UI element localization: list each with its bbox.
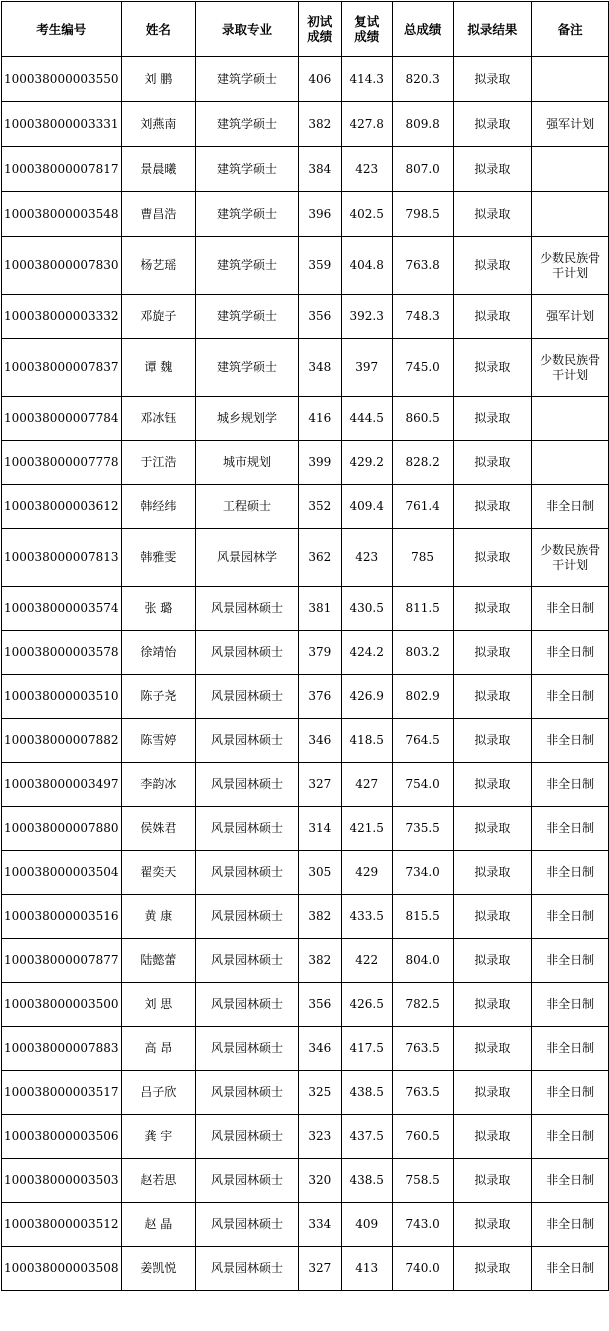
cell-retest-score: 429.2 <box>341 441 392 485</box>
cell-total: 828.2 <box>392 441 453 485</box>
cell-total: 761.4 <box>392 485 453 529</box>
cell-retest-score: 423 <box>341 147 392 192</box>
cell-result: 拟录取 <box>453 851 532 895</box>
cell-id: 100038000007784 <box>2 397 122 441</box>
cell-retest-score: 397 <box>341 339 392 397</box>
cell-id: 100038000003331 <box>2 102 122 147</box>
cell-major: 风景园林硕士 <box>196 807 299 851</box>
cell-note: 少数民族骨干计划 <box>532 529 609 587</box>
cell-major: 城乡规划学 <box>196 397 299 441</box>
header-result: 拟录结果 <box>453 2 532 57</box>
cell-note: 非全日制 <box>532 763 609 807</box>
cell-major: 风景园林硕士 <box>196 983 299 1027</box>
cell-name: 赵若思 <box>121 1159 196 1203</box>
cell-major: 建筑学硕士 <box>196 57 299 102</box>
cell-note: 非全日制 <box>532 1247 609 1291</box>
cell-major: 风景园林硕士 <box>196 1203 299 1247</box>
header-retest-line2: 成绩 <box>354 29 380 44</box>
cell-initial-score: 382 <box>298 939 341 983</box>
cell-note <box>532 397 609 441</box>
cell-result: 拟录取 <box>453 192 532 237</box>
cell-note: 少数民族骨干计划 <box>532 339 609 397</box>
cell-name: 景晨曦 <box>121 147 196 192</box>
cell-retest-score: 414.3 <box>341 57 392 102</box>
cell-result: 拟录取 <box>453 719 532 763</box>
cell-retest-score: 424.2 <box>341 631 392 675</box>
cell-name: 陆懿蕾 <box>121 939 196 983</box>
cell-major: 风景园林硕士 <box>196 939 299 983</box>
cell-name: 谭 魏 <box>121 339 196 397</box>
cell-note <box>532 147 609 192</box>
cell-total: 860.5 <box>392 397 453 441</box>
cell-result: 拟录取 <box>453 147 532 192</box>
cell-retest-score: 430.5 <box>341 587 392 631</box>
cell-name: 陈雪婷 <box>121 719 196 763</box>
cell-name: 李韵冰 <box>121 763 196 807</box>
cell-id: 100038000003506 <box>2 1115 122 1159</box>
cell-result: 拟录取 <box>453 939 532 983</box>
cell-total: 763.8 <box>392 237 453 295</box>
admission-results-table <box>1 1 609 1291</box>
cell-note <box>532 441 609 485</box>
cell-name: 陈子尧 <box>121 675 196 719</box>
cell-initial-score: 382 <box>298 895 341 939</box>
cell-id: 100038000007817 <box>2 147 122 192</box>
table-row <box>2 1203 609 1247</box>
cell-major: 风景园林硕士 <box>196 719 299 763</box>
cell-total: 764.5 <box>392 719 453 763</box>
table-row <box>2 895 609 939</box>
cell-id: 100038000003512 <box>2 1203 122 1247</box>
header-note: 备注 <box>532 2 609 57</box>
cell-retest-score: 437.5 <box>341 1115 392 1159</box>
cell-total: 809.8 <box>392 102 453 147</box>
cell-result: 拟录取 <box>453 587 532 631</box>
table-row <box>2 529 609 587</box>
cell-initial-score: 362 <box>298 529 341 587</box>
cell-major: 建筑学硕士 <box>196 192 299 237</box>
cell-major: 风景园林硕士 <box>196 1247 299 1291</box>
cell-name: 刘燕南 <box>121 102 196 147</box>
cell-retest-score: 444.5 <box>341 397 392 441</box>
table-row <box>2 192 609 237</box>
table-body <box>2 57 609 1291</box>
cell-name: 于江浩 <box>121 441 196 485</box>
cell-name: 姜凯悦 <box>121 1247 196 1291</box>
cell-result: 拟录取 <box>453 631 532 675</box>
cell-name: 曹昌浩 <box>121 192 196 237</box>
cell-id: 100038000007877 <box>2 939 122 983</box>
cell-retest-score: 429 <box>341 851 392 895</box>
cell-major: 建筑学硕士 <box>196 102 299 147</box>
cell-major: 风景园林硕士 <box>196 1115 299 1159</box>
cell-name: 龚 宇 <box>121 1115 196 1159</box>
cell-major: 风景园林硕士 <box>196 587 299 631</box>
header-initial-line2: 成绩 <box>307 29 333 44</box>
cell-initial-score: 381 <box>298 587 341 631</box>
cell-total: 743.0 <box>392 1203 453 1247</box>
cell-name: 张 璐 <box>121 587 196 631</box>
cell-total: 798.5 <box>392 192 453 237</box>
cell-initial-score: 320 <box>298 1159 341 1203</box>
cell-retest-score: 426.9 <box>341 675 392 719</box>
cell-initial-score: 348 <box>298 339 341 397</box>
cell-initial-score: 356 <box>298 295 341 339</box>
cell-note: 少数民族骨干计划 <box>532 237 609 295</box>
table-row <box>2 587 609 631</box>
table-row <box>2 57 609 102</box>
header-id: 考生编号 <box>2 2 122 57</box>
cell-initial-score: 327 <box>298 763 341 807</box>
cell-retest-score: 402.5 <box>341 192 392 237</box>
table-row <box>2 102 609 147</box>
cell-name: 刘 鹏 <box>121 57 196 102</box>
cell-initial-score: 406 <box>298 57 341 102</box>
cell-initial-score: 359 <box>298 237 341 295</box>
table-row <box>2 1159 609 1203</box>
header-initial-score <box>298 2 341 57</box>
cell-note: 非全日制 <box>532 939 609 983</box>
cell-note: 非全日制 <box>532 1027 609 1071</box>
cell-retest-score: 423 <box>341 529 392 587</box>
cell-note: 非全日制 <box>532 675 609 719</box>
cell-note: 非全日制 <box>532 485 609 529</box>
table-row <box>2 1247 609 1291</box>
cell-initial-score: 352 <box>298 485 341 529</box>
cell-major: 风景园林硕士 <box>196 675 299 719</box>
cell-name: 侯姝君 <box>121 807 196 851</box>
header-initial-line1: 初试 <box>307 14 333 29</box>
cell-total: 804.0 <box>392 939 453 983</box>
cell-retest-score: 417.5 <box>341 1027 392 1071</box>
header-retest-score <box>341 2 392 57</box>
cell-major: 风景园林硕士 <box>196 851 299 895</box>
cell-major: 建筑学硕士 <box>196 147 299 192</box>
cell-total: 748.3 <box>392 295 453 339</box>
cell-major: 城市规划 <box>196 441 299 485</box>
table-row <box>2 397 609 441</box>
header-name: 姓名 <box>121 2 196 57</box>
cell-retest-score: 413 <box>341 1247 392 1291</box>
cell-name: 徐靖怡 <box>121 631 196 675</box>
cell-name: 邓旋子 <box>121 295 196 339</box>
cell-note: 非全日制 <box>532 587 609 631</box>
cell-id: 100038000003550 <box>2 57 122 102</box>
cell-note: 非全日制 <box>532 895 609 939</box>
cell-name: 赵 晶 <box>121 1203 196 1247</box>
cell-id: 100038000007837 <box>2 339 122 397</box>
cell-result: 拟录取 <box>453 485 532 529</box>
table-row <box>2 1115 609 1159</box>
cell-total: 734.0 <box>392 851 453 895</box>
cell-result: 拟录取 <box>453 763 532 807</box>
cell-id: 100038000003517 <box>2 1071 122 1115</box>
cell-id: 100038000007778 <box>2 441 122 485</box>
cell-initial-score: 382 <box>298 102 341 147</box>
cell-initial-score: 384 <box>298 147 341 192</box>
cell-note: 非全日制 <box>532 631 609 675</box>
table-row <box>2 485 609 529</box>
cell-total: 820.3 <box>392 57 453 102</box>
cell-id: 100038000003497 <box>2 763 122 807</box>
cell-id: 100038000007880 <box>2 807 122 851</box>
cell-major: 风景园林硕士 <box>196 895 299 939</box>
cell-result: 拟录取 <box>453 983 532 1027</box>
cell-name: 黄 康 <box>121 895 196 939</box>
table-row <box>2 675 609 719</box>
cell-retest-score: 404.8 <box>341 237 392 295</box>
cell-retest-score: 427.8 <box>341 102 392 147</box>
header-retest-line1: 复试 <box>354 14 380 29</box>
table-row <box>2 295 609 339</box>
cell-initial-score: 334 <box>298 1203 341 1247</box>
table-row <box>2 939 609 983</box>
cell-total: 735.5 <box>392 807 453 851</box>
header-total: 总成绩 <box>392 2 453 57</box>
cell-note <box>532 192 609 237</box>
cell-id: 100038000003503 <box>2 1159 122 1203</box>
cell-id: 100038000003510 <box>2 675 122 719</box>
cell-total: 815.5 <box>392 895 453 939</box>
cell-initial-score: 325 <box>298 1071 341 1115</box>
cell-note <box>532 57 609 102</box>
cell-note: 非全日制 <box>532 719 609 763</box>
table-row <box>2 1071 609 1115</box>
cell-result: 拟录取 <box>453 1247 532 1291</box>
cell-id: 100038000007813 <box>2 529 122 587</box>
table-row <box>2 441 609 485</box>
cell-initial-score: 314 <box>298 807 341 851</box>
table-row <box>2 631 609 675</box>
table-row <box>2 983 609 1027</box>
cell-total: 745.0 <box>392 339 453 397</box>
cell-note: 非全日制 <box>532 807 609 851</box>
table-row <box>2 147 609 192</box>
cell-note: 强军计划 <box>532 295 609 339</box>
cell-name: 刘 思 <box>121 983 196 1027</box>
cell-major: 风景园林硕士 <box>196 1027 299 1071</box>
cell-name: 杨艺瑶 <box>121 237 196 295</box>
cell-total: 803.2 <box>392 631 453 675</box>
cell-total: 740.0 <box>392 1247 453 1291</box>
cell-retest-score: 392.3 <box>341 295 392 339</box>
table-row <box>2 719 609 763</box>
cell-retest-score: 438.5 <box>341 1071 392 1115</box>
cell-total: 758.5 <box>392 1159 453 1203</box>
cell-major: 风景园林硕士 <box>196 1071 299 1115</box>
cell-initial-score: 346 <box>298 1027 341 1071</box>
cell-major: 建筑学硕士 <box>196 295 299 339</box>
cell-id: 100038000003516 <box>2 895 122 939</box>
table-row <box>2 763 609 807</box>
cell-id: 100038000003574 <box>2 587 122 631</box>
cell-initial-score: 356 <box>298 983 341 1027</box>
cell-total: 763.5 <box>392 1071 453 1115</box>
cell-note: 非全日制 <box>532 1115 609 1159</box>
cell-retest-score: 426.5 <box>341 983 392 1027</box>
cell-retest-score: 409.4 <box>341 485 392 529</box>
cell-result: 拟录取 <box>453 807 532 851</box>
cell-result: 拟录取 <box>453 441 532 485</box>
cell-major: 建筑学硕士 <box>196 237 299 295</box>
cell-retest-score: 433.5 <box>341 895 392 939</box>
cell-name: 翟奕天 <box>121 851 196 895</box>
table-row <box>2 807 609 851</box>
cell-retest-score: 422 <box>341 939 392 983</box>
cell-result: 拟录取 <box>453 1159 532 1203</box>
cell-initial-score: 416 <box>298 397 341 441</box>
cell-note: 非全日制 <box>532 1071 609 1115</box>
cell-result: 拟录取 <box>453 675 532 719</box>
cell-name: 邓冰钰 <box>121 397 196 441</box>
cell-major: 工程硕士 <box>196 485 299 529</box>
cell-result: 拟录取 <box>453 397 532 441</box>
cell-initial-score: 399 <box>298 441 341 485</box>
cell-name: 高 昂 <box>121 1027 196 1071</box>
cell-id: 100038000003504 <box>2 851 122 895</box>
cell-name: 韩雅雯 <box>121 529 196 587</box>
cell-result: 拟录取 <box>453 237 532 295</box>
table-header-row <box>2 2 609 57</box>
cell-initial-score: 379 <box>298 631 341 675</box>
cell-result: 拟录取 <box>453 339 532 397</box>
cell-initial-score: 396 <box>298 192 341 237</box>
cell-initial-score: 323 <box>298 1115 341 1159</box>
cell-id: 100038000003548 <box>2 192 122 237</box>
cell-total: 763.5 <box>392 1027 453 1071</box>
table-row <box>2 339 609 397</box>
cell-total: 785 <box>392 529 453 587</box>
cell-id: 100038000003332 <box>2 295 122 339</box>
cell-total: 782.5 <box>392 983 453 1027</box>
cell-total: 754.0 <box>392 763 453 807</box>
cell-name: 韩经纬 <box>121 485 196 529</box>
cell-note: 非全日制 <box>532 851 609 895</box>
cell-retest-score: 409 <box>341 1203 392 1247</box>
cell-major: 风景园林硕士 <box>196 1159 299 1203</box>
cell-id: 100038000003500 <box>2 983 122 1027</box>
cell-name: 吕子欣 <box>121 1071 196 1115</box>
cell-total: 802.9 <box>392 675 453 719</box>
cell-major: 风景园林硕士 <box>196 631 299 675</box>
cell-id: 100038000007883 <box>2 1027 122 1071</box>
table-row <box>2 1027 609 1071</box>
cell-result: 拟录取 <box>453 57 532 102</box>
cell-result: 拟录取 <box>453 895 532 939</box>
cell-result: 拟录取 <box>453 295 532 339</box>
cell-id: 100038000007830 <box>2 237 122 295</box>
cell-note: 非全日制 <box>532 1203 609 1247</box>
cell-retest-score: 427 <box>341 763 392 807</box>
cell-major: 风景园林硕士 <box>196 763 299 807</box>
cell-retest-score: 418.5 <box>341 719 392 763</box>
cell-total: 807.0 <box>392 147 453 192</box>
cell-total: 811.5 <box>392 587 453 631</box>
cell-id: 100038000007882 <box>2 719 122 763</box>
cell-result: 拟录取 <box>453 102 532 147</box>
cell-major: 风景园林学 <box>196 529 299 587</box>
cell-initial-score: 305 <box>298 851 341 895</box>
cell-result: 拟录取 <box>453 1115 532 1159</box>
cell-retest-score: 438.5 <box>341 1159 392 1203</box>
cell-note: 强军计划 <box>532 102 609 147</box>
cell-result: 拟录取 <box>453 1027 532 1071</box>
cell-id: 100038000003578 <box>2 631 122 675</box>
cell-retest-score: 421.5 <box>341 807 392 851</box>
cell-result: 拟录取 <box>453 1071 532 1115</box>
table-row <box>2 237 609 295</box>
cell-note: 非全日制 <box>532 983 609 1027</box>
table-row <box>2 851 609 895</box>
cell-major: 建筑学硕士 <box>196 339 299 397</box>
cell-result: 拟录取 <box>453 529 532 587</box>
header-major: 录取专业 <box>196 2 299 57</box>
cell-note: 非全日制 <box>532 1159 609 1203</box>
cell-total: 760.5 <box>392 1115 453 1159</box>
cell-id: 100038000003612 <box>2 485 122 529</box>
cell-initial-score: 346 <box>298 719 341 763</box>
cell-id: 100038000003508 <box>2 1247 122 1291</box>
cell-initial-score: 327 <box>298 1247 341 1291</box>
cell-result: 拟录取 <box>453 1203 532 1247</box>
cell-initial-score: 376 <box>298 675 341 719</box>
